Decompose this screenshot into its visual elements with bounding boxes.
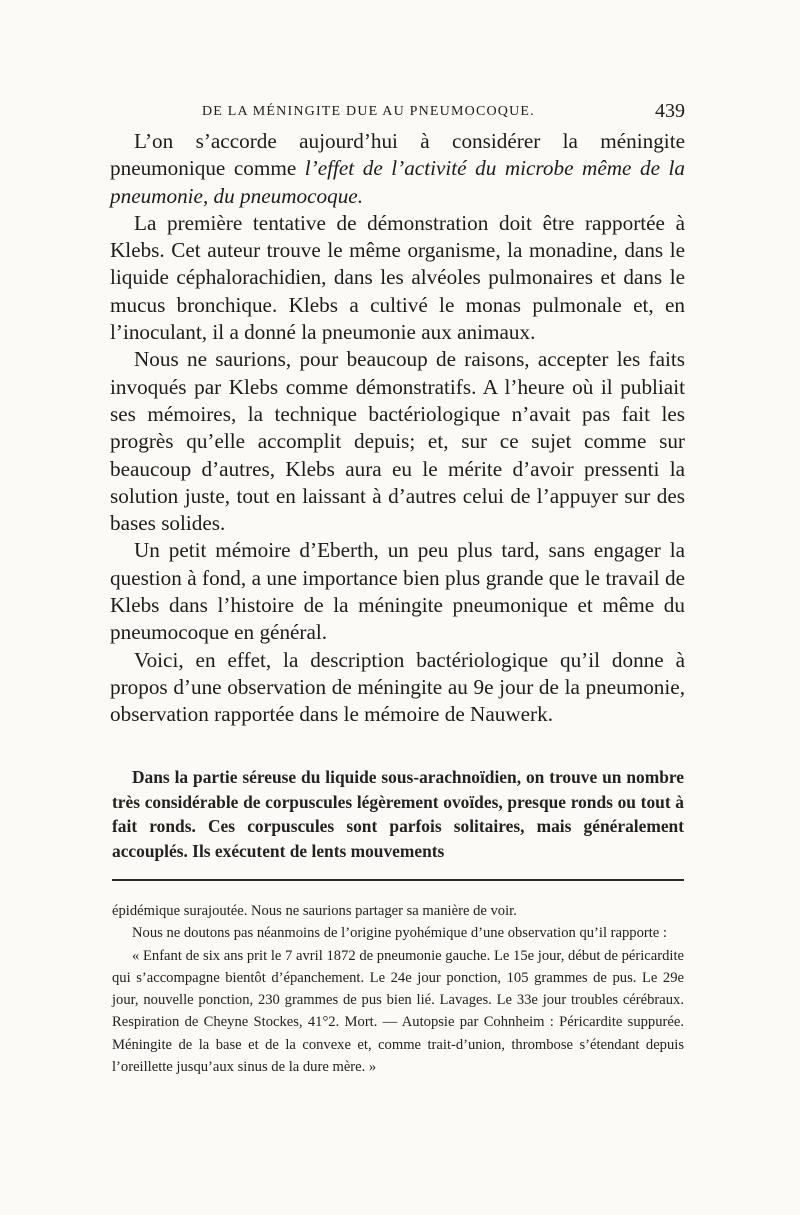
footnote-line-2: Nous ne doutons pas néanmoins de l’origine pyohémique d’une observation qu’il rapporte : xyxy=(132,925,667,942)
footnote-divider xyxy=(112,879,684,881)
italic-phrase: l’effet de l’activité du microbe même de la pneumonie, du pneumocoque. xyxy=(110,156,685,208)
footnote-case-quote: « Enfant de six ans prit le 7 avril 1872 de pneumonie gauche. Le 15e jour, début de péricardite qui s’accompagne bientôt d’épanchement. Le 24e jour ponction, 105 grammes de pus. Le 29e jour, nouvelle ponction, 230 grammes de pus bien lié. Lavages. Le 33e jour troubles cérébraux. Respiration de Cheyne Stockes, 41°2. Mort. — Autopsie par Cohnheim : Péricardite suppurée. Méningite de la base et de la convexe et, comme trait-d’union, thrombose s’étendant depuis l’oreillette jusqu’aux sinus de la dure mère. » xyxy=(112,947,684,1076)
page-number: 439 xyxy=(655,100,685,122)
footnote-line-1: épidémique surajoutée. Nous ne saurions partager sa manière de voir. xyxy=(112,903,517,919)
paragraph-2: La première tentative de démonstration doit être rapportée à Klebs. Cet auteur trouve le même organisme, la monadine, dans le liquide céphalorachidien, dans les alvéoles pulmonaires et dans le mucus bronchique. Klebs a cultivé le monas pulmonale et, en l’inoculant, il a donné la pneumonie aux animaux. xyxy=(110,210,685,345)
paragraph-5: Voici, en effet, la description bactériologique qu’il donne à propos d’une observation de méningite au 9e jour de la pneumonie, observation rapportée dans le mémoire de Nauwerk. xyxy=(110,647,685,727)
quoted-description: Dans la partie séreuse du liquide sous-arachnoïdien, on trouve un nombre très considérable de corpuscules légèrement ovoïdes, presque ronds ou tout à fait ronds. Ces corpuscules sont parfois solitaires, mais généralement accouplés. Ils exécutent de lents mouvements xyxy=(112,767,684,861)
paragraph-3: Nous ne saurions, pour beaucoup de raisons, accepter les faits invoqués par Klebs comme démonstratifs. A l’heure où il publiait ses mémoires, la technique bactériologique n’avait pas fait les progrès qu’elle accomplit depuis; et, sur ce sujet comme sur beaucoup d’autres, Klebs aura eu le mérite d’avoir pressenti la solution juste, tout en laissant à d’autres celui de l’appuyer sur des bases solides. xyxy=(110,347,685,536)
paragraph-1: L’on s’accorde aujourd’hui à considérer la méningite pneumonique comme l’effet de l’activité du microbe même de la pneumonie, du pneumocoque. xyxy=(110,129,685,208)
page-header xyxy=(110,100,685,126)
footnote xyxy=(112,900,684,1078)
main-text xyxy=(110,128,685,729)
paragraph-4: Un petit mémoire d’Eberth, un peu plus tard, sans engager la question à fond, a une importance bien plus grande que le travail de Klebs dans l’histoire de la méningite pneumonique et même du pneumocoque en général. xyxy=(110,538,685,645)
running-title: DE LA MÉNINGITE DUE AU PNEUMOCOQUE. xyxy=(202,104,535,119)
